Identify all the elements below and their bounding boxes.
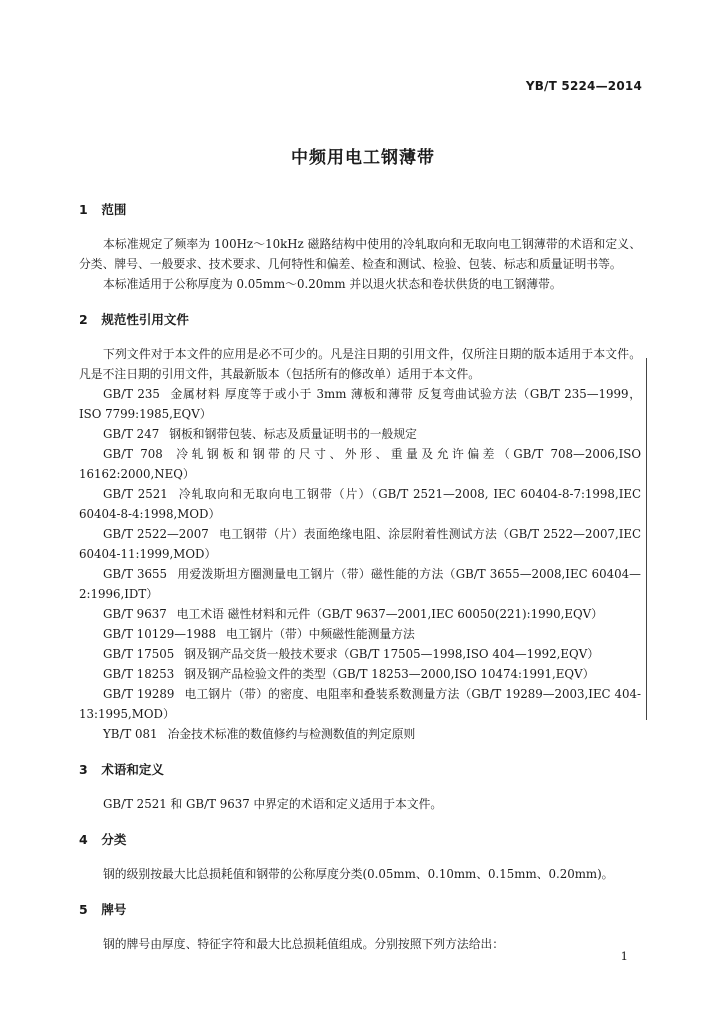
section-title: 分类 [101, 832, 127, 847]
reference-title: 用爱泼斯坦方圈测量电工钢片（带）磁性能的方法（GB/T 3655—2008,IEC 60404—2:1996,IDT） [79, 567, 641, 601]
reference-item [79, 604, 641, 624]
reference-title: 电工钢片（带）中频磁性能测量方法 [226, 627, 415, 641]
section-5-heading [79, 900, 641, 920]
reference-code: YB/T 081 [103, 727, 158, 741]
reference-title: 钢及钢产品检验文件的类型（GB/T 18253—2000,ISO 10474:1991,EQV） [184, 667, 595, 681]
paragraph: 本标准适用于公称厚度为 0.05mm～0.20mm 并以退火状态和卷状供货的电工钢薄带。 [103, 277, 562, 291]
reference-code: GB/T 708 [103, 447, 163, 461]
reference-item [79, 484, 641, 524]
page-number: 1 [620, 949, 628, 963]
reference-list [79, 384, 641, 744]
reference-title: 钢板和钢带包装、标志及质量证明书的一般规定 [169, 427, 417, 441]
reference-code: GB/T 3655 [103, 567, 168, 581]
reference-title: 钢及钢产品交货一般技术要求（GB/T 17505—1998,ISO 404—1992,EQV） [184, 647, 600, 661]
section-title: 规范性引用文件 [101, 312, 189, 327]
section-title: 范围 [101, 202, 127, 217]
reference-item [79, 524, 641, 564]
reference-item [79, 684, 641, 724]
document-body [79, 200, 641, 954]
reference-item [79, 444, 641, 484]
paragraph: 下列文件对于本文件的应用是必不可少的。凡是注日期的引用文件，仅所注日期的版本适用于本文件。凡是不注日期的引用文件，其最新版本（包括所有的修改单）适用于本文件。 [79, 347, 641, 381]
section-4-heading [79, 830, 641, 850]
reference-item [79, 424, 641, 444]
section-2-heading [79, 310, 641, 330]
reference-item [79, 724, 641, 744]
reference-item [79, 664, 641, 684]
section-number: 2 [79, 312, 88, 327]
reference-code: GB/T 10129—1988 [103, 627, 217, 641]
revision-bar [646, 358, 647, 720]
reference-title: 电工术语 磁性材料和元件（GB/T 9637—2001,IEC 60050(221):1990,EQV） [176, 607, 603, 621]
paragraph: 本标准规定了频率为 100Hz～10kHz 磁路结构中使用的冷轧取向和无取向电工钢薄带的术语和定义、分类、牌号、一般要求、技术要求、几何特性和偏差、检查和测试、检验、包装、标志和质量证明书等。 [79, 237, 641, 271]
section-number: 1 [79, 202, 88, 217]
reference-title: 冷轧钢板和钢带的尺寸、外形、重量及允许偏差（GB/T 708—2006,ISO 16162:2000,NEQ） [79, 447, 642, 481]
reference-code: GB/T 17505 [103, 647, 175, 661]
paragraph: GB/T 2521 和 GB/T 9637 中界定的术语和定义适用于本文件。 [103, 797, 443, 811]
reference-item [79, 624, 641, 644]
reference-title: 电工钢片（带）的密度、电阻率和叠装系数测量方法（GB/T 19289—2003,IEC 404-13:1995,MOD） [79, 687, 641, 721]
reference-code: GB/T 18253 [103, 667, 175, 681]
reference-code: GB/T 235 [103, 387, 160, 401]
section-3-heading [79, 760, 641, 780]
reference-code: GB/T 2522—2007 [103, 527, 209, 541]
section-1-heading [79, 200, 641, 220]
document-title: 中频用电工钢薄带 [291, 148, 435, 168]
reference-item [79, 384, 641, 424]
reference-code: GB/T 247 [103, 427, 160, 441]
reference-title: 冷轧取向和无取向电工钢带（片）（GB/T 2521—2008, IEC 60404-8-7:1998,IEC 60404-8-4:1998,MOD） [79, 487, 641, 521]
paragraph: 钢的级别按最大比总损耗值和钢带的公称厚度分类(0.05mm、0.10mm、0.15mm、0.20mm)。 [103, 867, 614, 881]
section-number: 3 [79, 762, 88, 777]
section-title: 术语和定义 [101, 762, 164, 777]
reference-item [79, 644, 641, 664]
standard-code: YB/T 5224—2014 [525, 79, 642, 93]
reference-item [79, 564, 641, 604]
reference-title: 冶金技术标准的数值修约与检测数值的判定原则 [167, 727, 416, 741]
section-number: 5 [79, 902, 88, 917]
reference-code: GB/T 19289 [103, 687, 175, 701]
section-title: 牌号 [101, 902, 127, 917]
reference-title: 金属材料 厚度等于或小于 3mm 薄板和薄带 反复弯曲试验方法（GB/T 235—1999，ISO 7799:1985,EQV） [79, 387, 641, 421]
reference-code: GB/T 2521 [103, 487, 168, 501]
reference-code: GB/T 9637 [103, 607, 167, 621]
reference-title: 电工钢带（片）表面绝缘电阻、涂层附着性测试方法（GB/T 2522—2007,IEC 60404-11:1999,MOD） [79, 527, 642, 561]
section-number: 4 [79, 832, 88, 847]
paragraph: 钢的牌号由厚度、特征字符和最大比总损耗值组成。分别按照下列方法给出： [103, 937, 505, 951]
